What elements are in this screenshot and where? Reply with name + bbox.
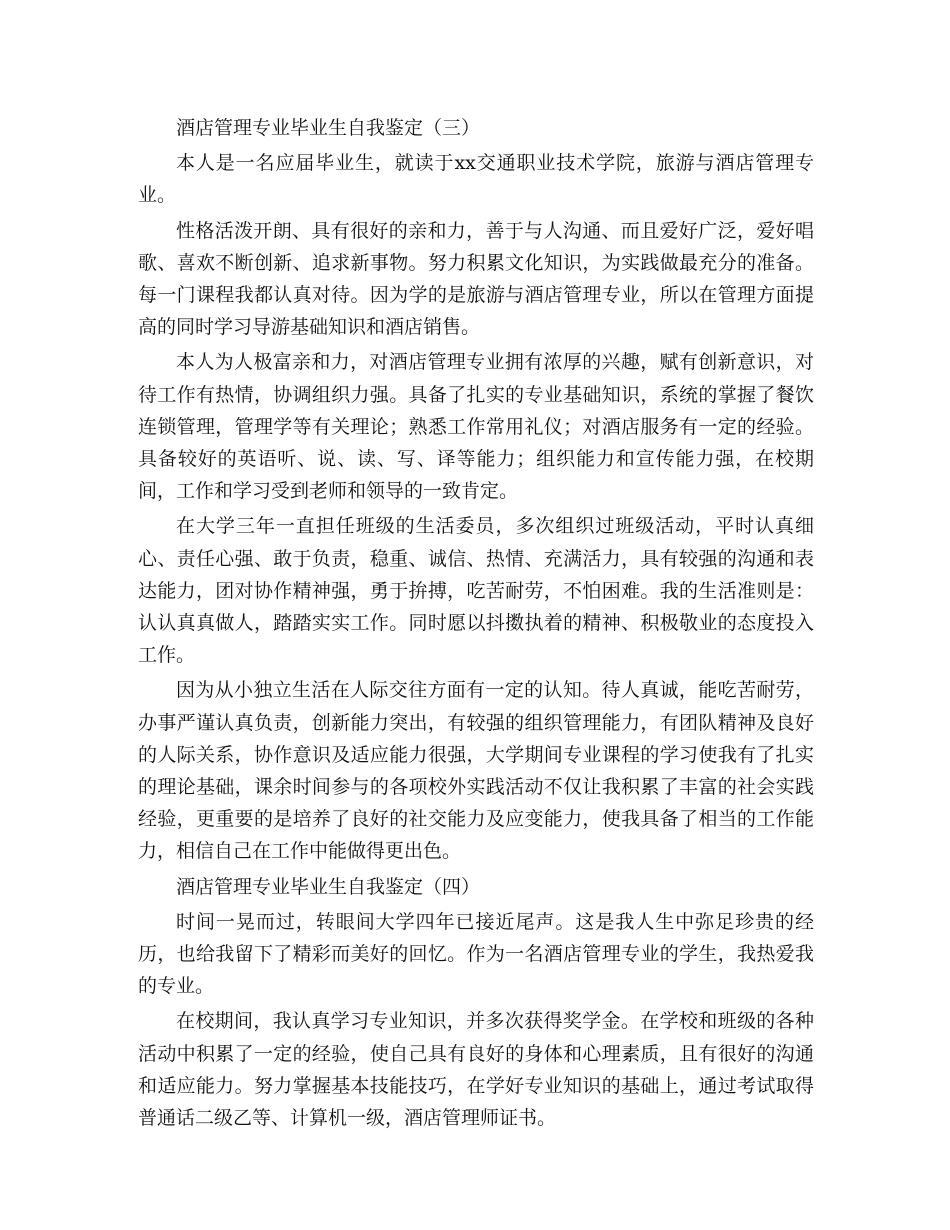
paragraph: 时间一晃而过，转眼间大学四年已接近尾声。这是我人生中弥足珍贵的经历，也给我留下了精彩而美好的回忆。作为一名酒店管理专业的学生，我热爱我的专业。 — [138, 910, 814, 998]
paragraph: 性格活泼开朗、具有很好的亲和力，善于与人沟通、而且爱好广泛，爱好唱歌、喜欢不断创新、追求新事物。努力积累文化知识，为实践做最充分的准备。每一门课程我都认真对待。因为学的是旅游与酒店管理专业，所以在管理方面提高的同时学习导游基础知识和酒店销售。 — [138, 219, 814, 339]
section-heading-3: 酒店管理专业毕业生自我鉴定（三） — [176, 117, 481, 139]
paragraph: 本人是一名应届毕业生，就读于xx交通职业技术学院，旅游与酒店管理专业。 — [138, 152, 814, 207]
paragraph: 在校期间，我认真学习专业知识，并多次获得奖学金。在学校和班级的各种活动中积累了一定的经验，使自己具有良好的身体和心理素质，且有很好的沟通和适应能力。努力掌握基本技能技巧，在学好专业知识的基础上，通过考试取得普通话二级乙等、计算机一级，酒店管理师证书。 — [138, 1010, 814, 1130]
paragraph: 本人为人极富亲和力，对酒店管理专业拥有浓厚的兴趣，赋有创新意识，对待工作有热情，协调组织力强。具备了扎实的专业基础知识，系统的掌握了餐饮连锁管理，管理学等有关理论；熟悉工作常用礼仪；对酒店服务有一定的经验。具备较好的英语听、说、读、写、译等能力；组织能力和宣传能力强，在校期间，工作和学习受到老师和领导的一致肯定。 — [138, 351, 814, 503]
paragraph: 在大学三年一直担任班级的生活委员，多次组织过班级活动，平时认真细心、责任心强、敢于负责，稳重、诚信、热情、充满活力，具有较强的沟通和表达能力，团对协作精神强，勇于拚搏，吃苦耐劳，不怕困难。我的生活准则是：认认真真做人，踏踏实实工作。同时愿以抖擞执着的精神、积极敬业的态度投入工作。 — [138, 515, 814, 667]
paragraph: 因为从小独立生活在人际交往方面有一定的认知。待人真诚，能吃苦耐劳，办事严谨认真负责，创新能力突出，有较强的组织管理能力，有团队精神及良好的人际关系，协作意识及适应能力很强，大学期间专业课程的学习使我有了扎实的理论基础，课余时间参与的各项校外实践活动不仅让我积累了丰富的社会实践经验，更重要的是培养了良好的社交能力及应变能力，使我具备了相当的工作能力，相信自己在工作中能做得更出色。 — [138, 679, 814, 863]
document-body — [138, 112, 814, 1134]
section-heading-4: 酒店管理专业毕业生自我鉴定（四） — [176, 875, 481, 898]
